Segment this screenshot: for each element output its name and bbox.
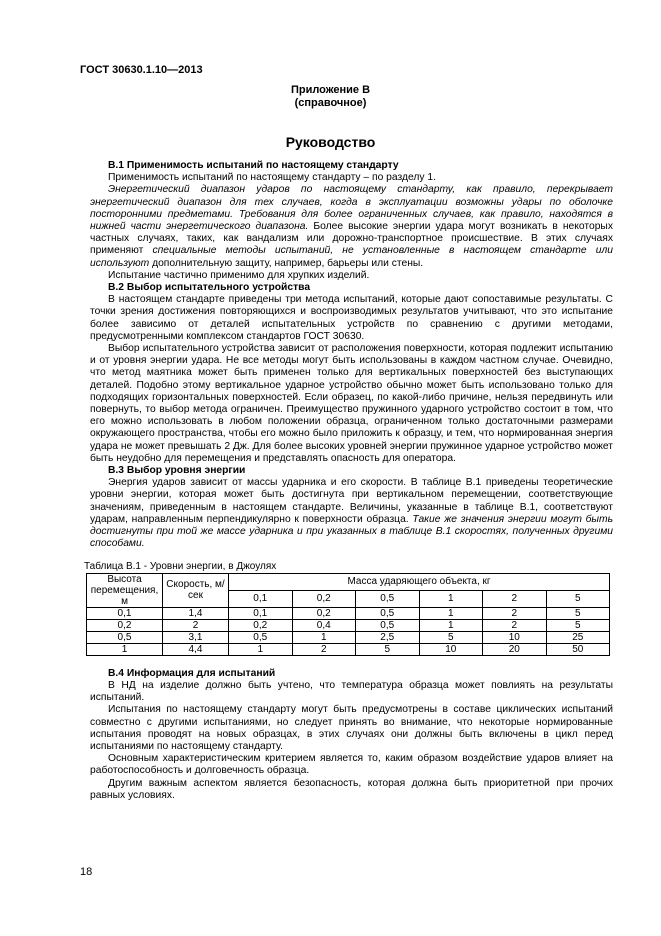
mass-col: 0,5 — [356, 590, 420, 607]
b1-italic-3: специальные методы испытаний, не установленные в настоящем стандарте или используют — [90, 245, 613, 269]
table-cell: 0,2 — [292, 607, 356, 619]
section-b1-p1: Применимость испытаний по настоящему стандарту – по разделу 1. — [108, 172, 437, 184]
table-cell: 1 — [419, 619, 483, 631]
table-cell: 2,5 — [356, 631, 420, 643]
page-title: Руководство — [285, 134, 376, 150]
table-cell: 2 — [163, 619, 229, 631]
section-b4-p3: Основным характеристическим критерием является то, каким образом воздействие ударов влияет на работоспособность и долговечность образца. — [90, 753, 613, 777]
section-b4-heading: В.4 Информация для испытаний — [108, 667, 276, 679]
table-cell: 0,1 — [87, 607, 163, 619]
b1-text-2: дополнительную защиту, например, барьеры или стены. — [152, 257, 424, 269]
table-cell: 2 — [483, 619, 547, 631]
b3-text: Энергия ударов зависит от массы ударника и его скорости. В таблице В.1 приведены теоретические уровни энергии, которая может быть достигнута при вертикальном перемещении, соответствующие значениям, приведенным в настоящем стандарте. Величины, указанные в таблице В.1, соответствуют ударам, направленным перпендикулярно к поверхности образца. — [90, 477, 613, 525]
table-cell: 0,2 — [87, 619, 163, 631]
annex-subtitle: (справочное) — [294, 97, 367, 109]
table-cell: 0,5 — [229, 631, 293, 643]
table-cell: 1 — [87, 643, 163, 655]
mass-col: 5 — [546, 590, 610, 607]
section-b2-p2: Выбор испытательного устройства зависит от расположения поверхности, которая подлежит испытанию и от уровня энергии удара. Не все методы могут быть использованы в каждом частном случае. Очевидно, что метод маятника может быть применен только для вертикальных поверхностей без выступающих деталей. Подобно этому вертикальное ударное устройство обычно может быть использовано только для подходящих горизонтальных поверхностей. Если образец, по какой-либо причине, нельзя передвинуть или повернуть, то выбор метода ограничен. Преимущество пружинного ударного устройство состоит в том, что его можно использовать в любом положении образца, ограниченном только достаточными размерами окружающего пространства, чтобы его можно было приложить к образцу, и тем, что нормированная энергия удара не может превышать 2 Дж. Для более высоких уровней энергии пружинное ударное устройство может быть неудобно для перемещения и представлять опасность для оператора. — [90, 343, 613, 464]
energy-table — [86, 573, 610, 656]
b1-text-1: Более высокие энергии удара могут возникать в некоторых частных случаях, таких, как вандализм или дорожно-транспортное происшествие. В этих случаях применяют — [90, 221, 613, 257]
mass-col: 0,2 — [292, 590, 356, 607]
section-b3-heading: В.3 Выбор уровня энергии — [108, 465, 246, 477]
table-header-height: Высота перемещения, м — [87, 573, 163, 607]
mass-col: 0,1 — [229, 590, 293, 607]
mass-col: 2 — [483, 590, 547, 607]
table-cell: 2 — [483, 607, 547, 619]
table-cell: 0,5 — [356, 607, 420, 619]
page-number: 18 — [80, 866, 93, 878]
table-cell: 0,4 — [292, 619, 356, 631]
section-b2-heading: В.2 Выбор испытательного устройства — [108, 282, 311, 294]
table-cell: 25 — [546, 631, 610, 643]
table-cell: 3,1 — [163, 631, 229, 643]
table-row — [87, 619, 610, 631]
table-cell: 2 — [292, 643, 356, 655]
table-cell: 1 — [229, 643, 293, 655]
table-header-mass: Масса ударяющего объекта, кг — [229, 573, 610, 590]
section-b4-p1: В НД на изделие должно быть учтено, что температура образца может повлиять на результаты испытаний. — [90, 679, 613, 704]
table-row — [87, 643, 610, 655]
annex-title: Приложение В — [290, 84, 371, 96]
table-row — [87, 631, 610, 643]
document-body — [84, 160, 613, 802]
table-cell: 10 — [419, 643, 483, 655]
b3-italic: Такие же значения энергии могут быть достигнуты при той же массе ударника и при указанных в таблице В.1 скоростях, полученных другими способами. — [90, 513, 613, 550]
section-b1-p2 — [90, 184, 613, 269]
table-row — [87, 607, 610, 619]
section-b4-p2: Испытания по настоящему стандарту могут быть предусмотрены в составе циклических испытаний совместно с другими испытаниями, но следует принять во внимание, что некоторые нормированные испытания проводят на новых образцах, в этих случаях они должны быть включены в цикл перед испытаниями по настоящему стандарту. — [90, 704, 613, 752]
mass-col: 1 — [419, 590, 483, 607]
table-cell: 20 — [483, 643, 547, 655]
table-cell: 10 — [483, 631, 547, 643]
table-cell: 5 — [419, 631, 483, 643]
table-cell: 5 — [546, 619, 610, 631]
table-cell: 5 — [546, 607, 610, 619]
section-b3-p1 — [90, 477, 613, 550]
b1-italic-2: Требования для более ограниченных случаев, как правило, находятся в нижней части энергетического диапазона. — [90, 208, 613, 233]
section-b4-p4: Другим важным аспектом является безопасность, которая должна быть приоритетной при прочих равных условиях. — [90, 777, 613, 801]
table-cell: 1 — [292, 631, 356, 643]
b1-italic-1: Энергетический диапазон ударов по настоящему стандарту, как правило, перекрывает энергетический диапазон для тех случаев, когда в эксплуатации возможны удары по оболочке посторонними предметами. — [90, 184, 613, 220]
table-cell: 0,2 — [229, 619, 293, 631]
table-cell: 1,4 — [163, 607, 229, 619]
table-cell: 0,5 — [87, 631, 163, 643]
section-b2-p1: В настоящем стандарте приведены три метода испытаний, которые дают сопоставимые результаты. С точки зрения достижения повторяющихся и воспроизводимых результатов учитывают, что это испытание более зависимо от деталей испытательных устройств по сравнению с другими методами, предусмотренными комплексом стандартов ГОСТ 30630. — [90, 294, 613, 342]
table-header-speed: Скорость, м/сек — [163, 573, 229, 607]
section-b1-p3: Испытание частично применимо для хрупких изделий. — [108, 269, 370, 281]
table-cell: 5 — [356, 643, 420, 655]
section-b1-heading: В.1 Применимость испытаний по настоящему стандарту — [108, 160, 399, 171]
document-code: ГОСТ 30630.1.10—2013 — [80, 64, 203, 76]
table-cell: 4,4 — [163, 643, 229, 655]
table-cell: 0,5 — [356, 619, 420, 631]
table-cell: 50 — [546, 643, 610, 655]
table-caption: Таблица В.1 - Уровни энергии, в Джоулях — [84, 560, 277, 572]
table-cell: 1 — [419, 607, 483, 619]
table-cell: 0,1 — [229, 607, 293, 619]
